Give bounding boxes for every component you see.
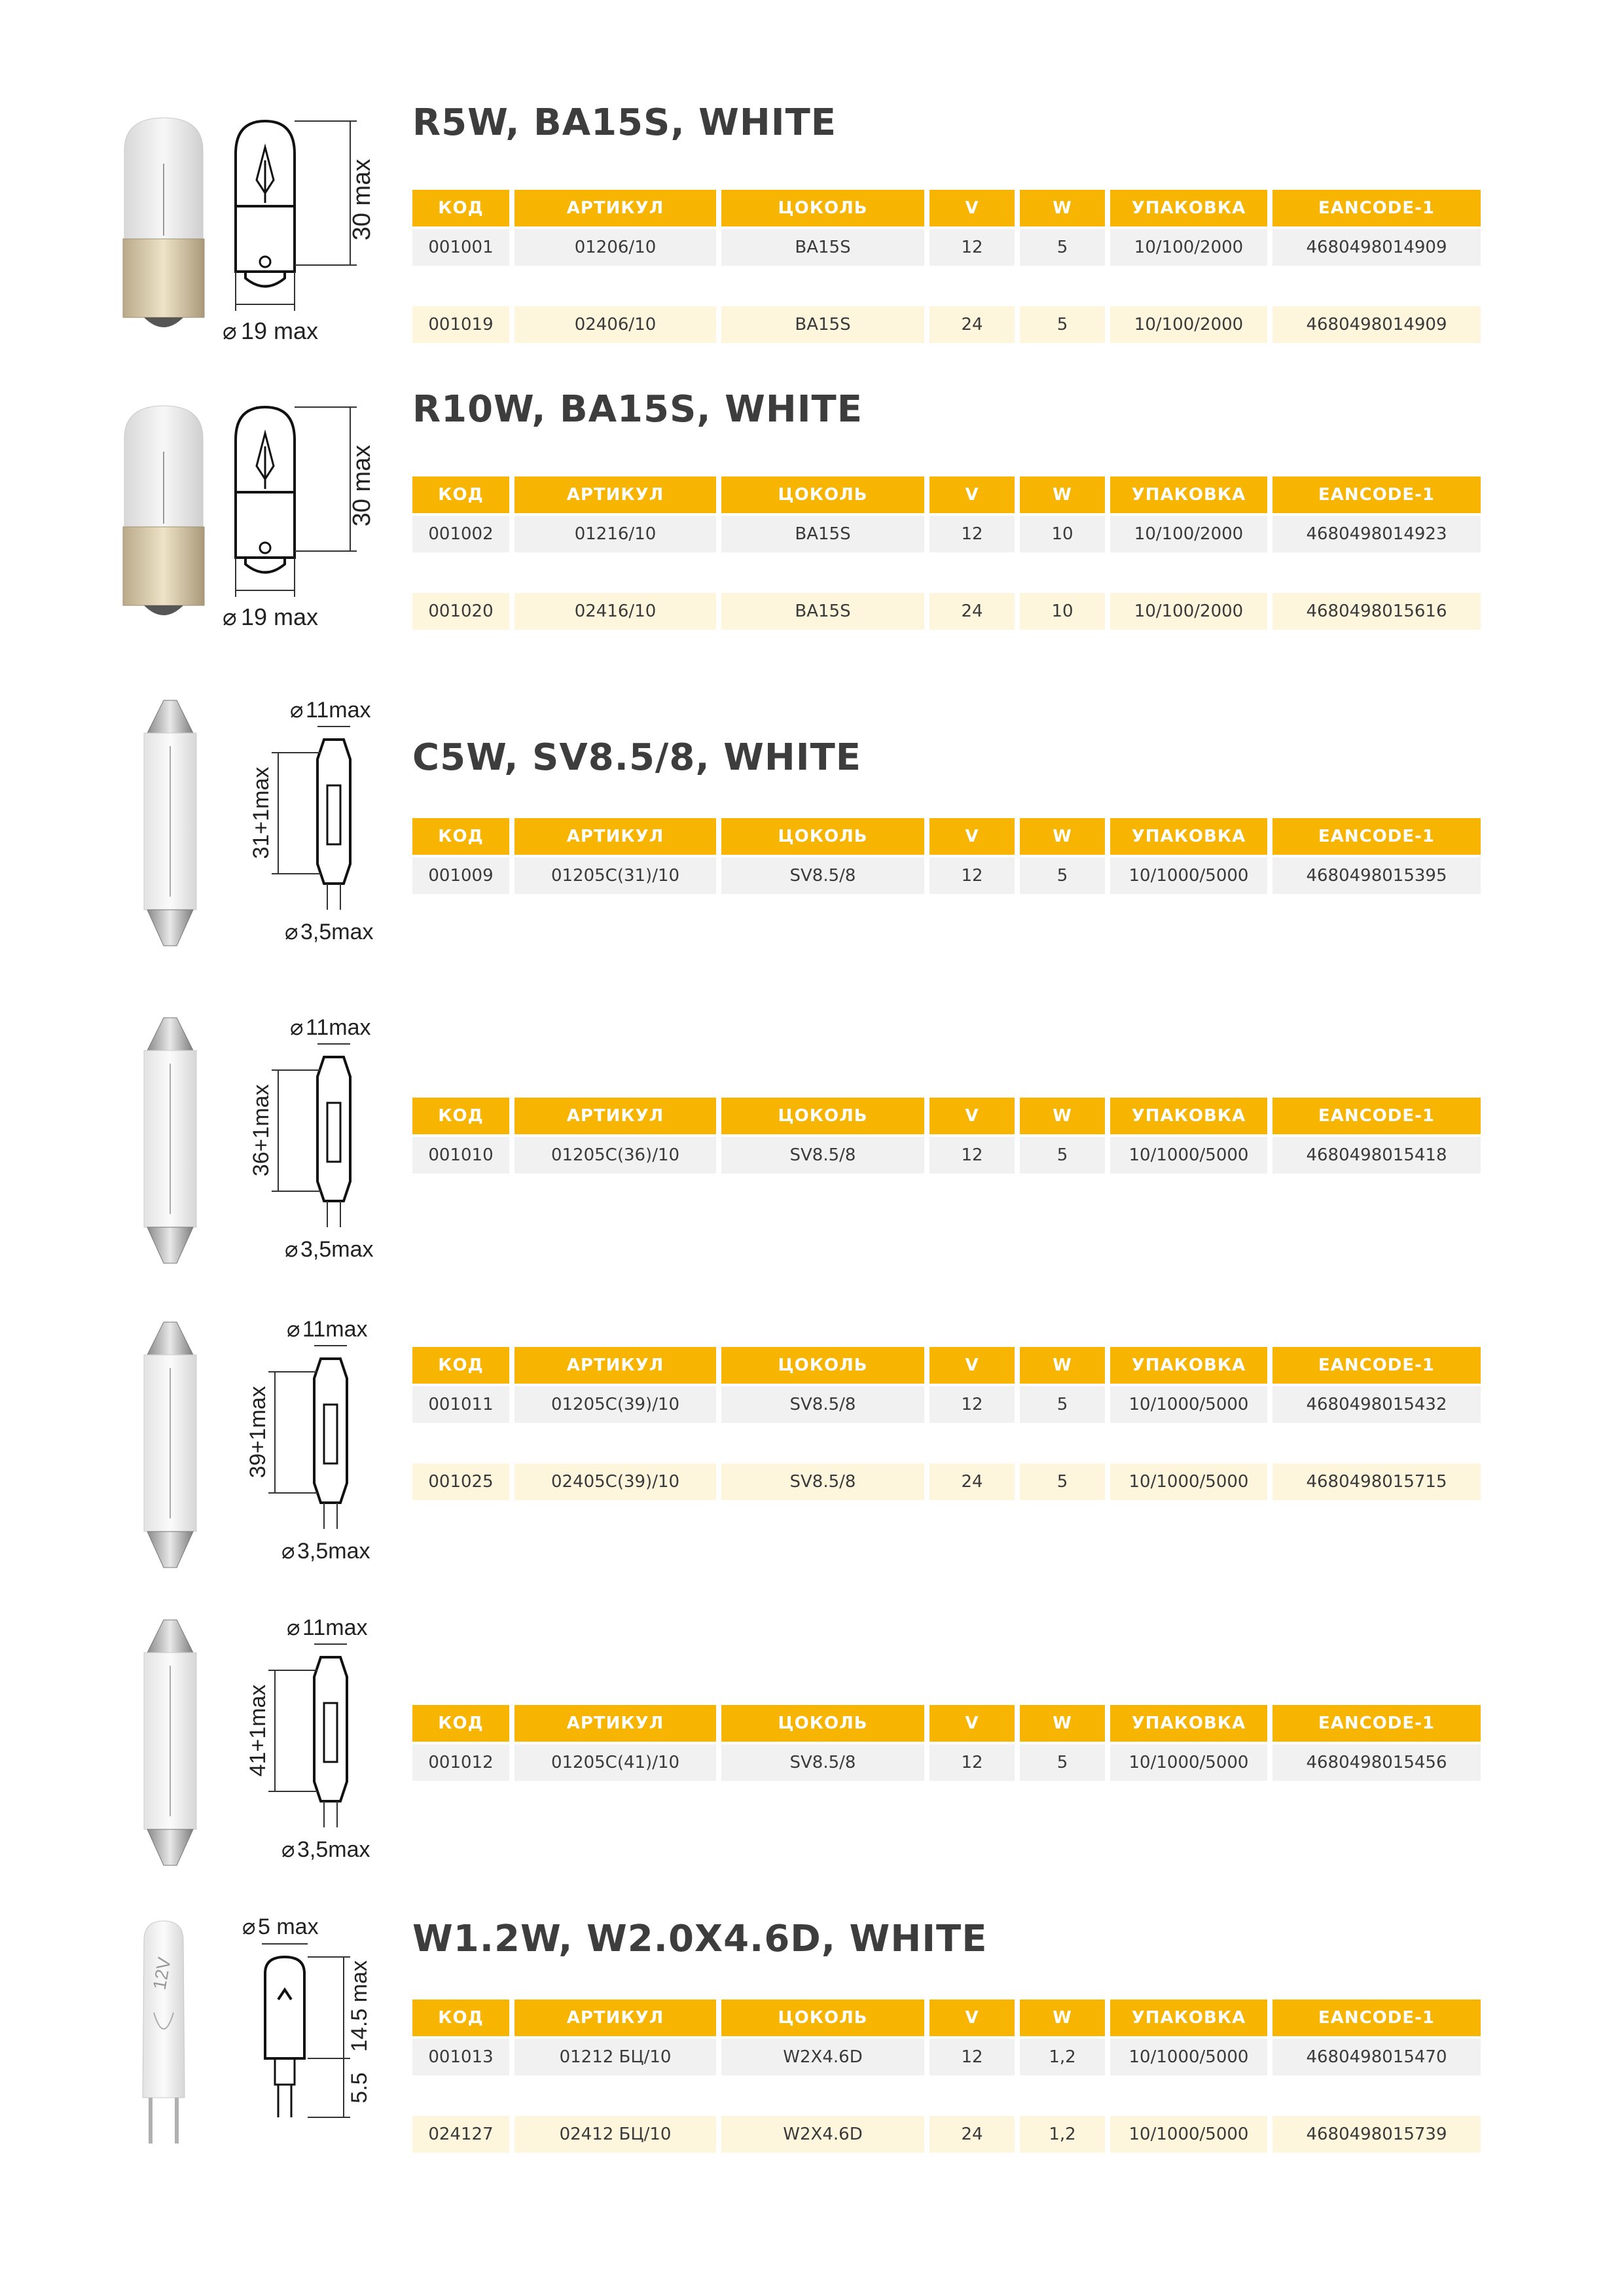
table-cell: 5 [1020, 1137, 1105, 1174]
svg-text:⌀: ⌀ [281, 1837, 295, 1862]
table-header-row [412, 1705, 1481, 1742]
table-cell: 02412 БЦ/10 [514, 2116, 716, 2153]
table-cell: 10 [1020, 593, 1105, 630]
bottom-diameter-dimension: 3,5max [297, 1539, 370, 1564]
table-row [412, 857, 1481, 894]
table-row [412, 516, 1481, 552]
section-title: R10W, BA15S, WHITE [412, 388, 863, 431]
table-cell: 4680498015395 [1272, 857, 1481, 894]
header-cell: W [1020, 2000, 1105, 2036]
festoon-photo-39 [128, 1316, 213, 1577]
dimension-drawing-39 [242, 1313, 393, 1568]
table-cell: 001019 [412, 306, 509, 343]
table-cell: 024127 [412, 2116, 509, 2153]
header-cell: W [1020, 1098, 1105, 1134]
header-cell: УПАКОВКА [1110, 1705, 1267, 1742]
header-cell: УПАКОВКА [1110, 2000, 1267, 2036]
table-cell: 01205С(31)/10 [514, 857, 716, 894]
dimension-drawing-r5w [209, 115, 399, 350]
header-cell: УПАКОВКА [1110, 818, 1267, 855]
top-diameter-dimension: 5 max [258, 1914, 319, 1939]
table-cell: 10/1000/5000 [1110, 1386, 1267, 1423]
table-cell: 12 [929, 857, 1015, 894]
header-cell: КОД [412, 818, 509, 855]
table-cell: 10/1000/5000 [1110, 1137, 1267, 1174]
length-dimension: 39+1max [245, 1386, 270, 1479]
table-cell: 10/1000/5000 [1110, 1744, 1267, 1781]
table-cell: SV8.5/8 [721, 1386, 924, 1423]
table-cell: 4680498015715 [1272, 1463, 1481, 1500]
table-cell: 4680498014909 [1272, 229, 1481, 266]
header-cell: EANCODE-1 [1272, 1098, 1481, 1134]
section-title: R5W, BA15S, WHITE [412, 101, 837, 144]
table-cell: 5 [1020, 1463, 1105, 1500]
table-cell: 001001 [412, 229, 509, 266]
table-row [412, 593, 1481, 630]
section-title: W1.2W, W2.0X4.6D, WHITE [412, 1918, 988, 1960]
table-row [412, 229, 1481, 266]
table-cell: 4680498015470 [1272, 2039, 1481, 2075]
festoon-photo-31 [128, 694, 213, 956]
height-dimension: 30 max [348, 444, 376, 527]
table-cell: 10/1000/5000 [1110, 1463, 1267, 1500]
header-cell: ЦОКОЛЬ [721, 1347, 924, 1384]
table-cell: 5 [1020, 229, 1105, 266]
table-cell: 001013 [412, 2039, 509, 2075]
table-cell: 001012 [412, 1744, 509, 1781]
table-cell: 01205С(39)/10 [514, 1386, 716, 1423]
table-cell: 4680498015616 [1272, 593, 1481, 630]
header-cell: АРТИКУЛ [514, 1098, 716, 1134]
table-cell: SV8.5/8 [721, 1744, 924, 1781]
table-cell: 1,2 [1020, 2039, 1105, 2075]
header-cell: EANCODE-1 [1272, 1347, 1481, 1384]
svg-text:⌀: ⌀ [287, 1317, 300, 1342]
table-cell: 10/100/2000 [1110, 306, 1267, 343]
table-cell: 4680498015739 [1272, 2116, 1481, 2153]
header-cell: ЦОКОЛЬ [721, 818, 924, 855]
bottom-diameter-dimension: 3,5max [300, 920, 374, 944]
length-dimension: 31+1max [249, 766, 274, 859]
table-cell: 02405С(39)/10 [514, 1463, 716, 1500]
table-cell: 12 [929, 516, 1015, 552]
table-cell: 12 [929, 1744, 1015, 1781]
header-cell: W [1020, 1347, 1105, 1384]
svg-text:⌀: ⌀ [287, 1615, 300, 1640]
table-row [412, 306, 1481, 343]
header-cell: АРТИКУЛ [514, 2000, 716, 2036]
table-header-row [412, 1347, 1481, 1384]
table-header-row [412, 818, 1481, 855]
table-cell: 4680498014909 [1272, 306, 1481, 343]
dimension-drawing-31 [245, 694, 396, 949]
header-cell: V [929, 1098, 1015, 1134]
table-cell: 001009 [412, 857, 509, 894]
table-cell: 10/1000/5000 [1110, 2039, 1267, 2075]
dimension-drawing-r10w [209, 401, 399, 636]
header-cell: УПАКОВКА [1110, 476, 1267, 513]
length-dimension: 41+1max [245, 1684, 270, 1777]
diameter-dimension: 19 max [241, 317, 319, 344]
table-cell: 001011 [412, 1386, 509, 1423]
table-cell: BA15S [721, 593, 924, 630]
table-cell: 02416/10 [514, 593, 716, 630]
table-header-row [412, 2000, 1481, 2036]
dimension-drawing-41 [242, 1611, 393, 1867]
header-cell: УПАКОВКА [1110, 1098, 1267, 1134]
svg-text:⌀: ⌀ [290, 1015, 304, 1040]
table-cell: 02406/10 [514, 306, 716, 343]
table-cell: 01216/10 [514, 516, 716, 552]
wedge-bulb-photo [124, 1914, 203, 2163]
diameter-dimension: 19 max [241, 603, 319, 630]
svg-text:⌀: ⌀ [223, 603, 237, 630]
festoon-photo-41 [128, 1613, 213, 1875]
table-cell: 4680498015418 [1272, 1137, 1481, 1174]
table-cell: 12 [929, 2039, 1015, 2075]
header-cell: V [929, 476, 1015, 513]
table-header-row [412, 476, 1481, 513]
table-cell: 4680498015432 [1272, 1386, 1481, 1423]
table-cell: 10/100/2000 [1110, 516, 1267, 552]
table-cell: SV8.5/8 [721, 857, 924, 894]
header-cell: V [929, 190, 1015, 226]
table-cell: 10/100/2000 [1110, 593, 1267, 630]
table-header-row [412, 190, 1481, 226]
table-cell: W2X4.6D [721, 2039, 924, 2075]
header-cell: АРТИКУЛ [514, 476, 716, 513]
table-cell: 01212 БЦ/10 [514, 2039, 716, 2075]
table-header-row [412, 1098, 1481, 1134]
base-dimension: 5.5 [347, 2072, 372, 2104]
table-cell: 12 [929, 1386, 1015, 1423]
table-cell: BA15S [721, 229, 924, 266]
header-cell: АРТИКУЛ [514, 190, 716, 226]
table-cell: 12 [929, 229, 1015, 266]
table-cell: 001002 [412, 516, 509, 552]
header-cell: ЦОКОЛЬ [721, 1705, 924, 1742]
table-row [412, 2116, 1481, 2153]
svg-text:⌀: ⌀ [242, 1914, 256, 1939]
svg-text:⌀: ⌀ [223, 317, 237, 344]
dimension-drawing-w12w [236, 1908, 393, 2163]
table-cell: W2X4.6D [721, 2116, 924, 2153]
header-cell: КОД [412, 1705, 509, 1742]
table-cell: 4680498014923 [1272, 516, 1481, 552]
table-cell: 24 [929, 593, 1015, 630]
table-row [412, 2039, 1481, 2075]
table-cell: BA15S [721, 516, 924, 552]
top-diameter-dimension: 11max [302, 1615, 368, 1640]
header-cell: ЦОКОЛЬ [721, 2000, 924, 2036]
header-cell: ЦОКОЛЬ [721, 476, 924, 513]
table-cell: 10/1000/5000 [1110, 2116, 1267, 2153]
table-cell: 5 [1020, 1744, 1105, 1781]
table-cell: 01205С(36)/10 [514, 1137, 716, 1174]
header-cell: АРТИКУЛ [514, 1347, 716, 1384]
table-cell: 001020 [412, 593, 509, 630]
header-cell: КОД [412, 2000, 509, 2036]
table-cell: 5 [1020, 1386, 1105, 1423]
bottom-diameter-dimension: 3,5max [297, 1837, 370, 1862]
header-cell: W [1020, 190, 1105, 226]
header-cell: УПАКОВКА [1110, 190, 1267, 226]
table-cell: 001010 [412, 1137, 509, 1174]
table-cell: BA15S [721, 306, 924, 343]
table-row [412, 1463, 1481, 1500]
header-cell: EANCODE-1 [1272, 476, 1481, 513]
top-diameter-dimension: 11max [306, 1015, 371, 1040]
table-cell: 1,2 [1020, 2116, 1105, 2153]
header-cell: W [1020, 1705, 1105, 1742]
table-cell: 10 [1020, 516, 1105, 552]
table-row [412, 1137, 1481, 1174]
header-cell: АРТИКУЛ [514, 818, 716, 855]
header-cell: КОД [412, 1347, 509, 1384]
dimension-drawing-36 [245, 1011, 396, 1266]
svg-text:⌀: ⌀ [290, 698, 304, 723]
height-dimension: 14.5 max [347, 1960, 372, 2052]
table-cell: 01205С(41)/10 [514, 1744, 716, 1781]
header-cell: EANCODE-1 [1272, 818, 1481, 855]
height-dimension: 30 max [348, 158, 376, 241]
table-cell: 5 [1020, 857, 1105, 894]
header-cell: КОД [412, 1098, 509, 1134]
header-cell: АРТИКУЛ [514, 1705, 716, 1742]
table-cell: 24 [929, 306, 1015, 343]
section-title: C5W, SV8.5/8, WHITE [412, 736, 862, 779]
table-cell: 24 [929, 1463, 1015, 1500]
header-cell: КОД [412, 476, 509, 513]
festoon-photo-36 [128, 1011, 213, 1273]
bottom-diameter-dimension: 3,5max [300, 1237, 374, 1262]
svg-text:⌀: ⌀ [285, 1237, 298, 1262]
svg-text:⌀: ⌀ [281, 1539, 295, 1564]
header-cell: УПАКОВКА [1110, 1347, 1267, 1384]
header-cell: V [929, 2000, 1015, 2036]
svg-text:⌀: ⌀ [285, 920, 298, 944]
table-cell: 10/1000/5000 [1110, 857, 1267, 894]
top-diameter-dimension: 11max [302, 1317, 368, 1342]
bulb-print-label: 12V [149, 1956, 175, 1992]
table-row [412, 1386, 1481, 1423]
length-dimension: 36+1max [249, 1084, 274, 1177]
header-cell: W [1020, 818, 1105, 855]
table-cell: SV8.5/8 [721, 1137, 924, 1174]
table-cell: SV8.5/8 [721, 1463, 924, 1500]
header-cell: EANCODE-1 [1272, 1705, 1481, 1742]
top-diameter-dimension: 11max [306, 698, 371, 723]
table-cell: 01206/10 [514, 229, 716, 266]
header-cell: EANCODE-1 [1272, 2000, 1481, 2036]
header-cell: ЦОКОЛЬ [721, 190, 924, 226]
table-cell: 5 [1020, 306, 1105, 343]
header-cell: V [929, 1347, 1015, 1384]
header-cell: V [929, 1705, 1015, 1742]
header-cell: ЦОКОЛЬ [721, 1098, 924, 1134]
table-cell: 001025 [412, 1463, 509, 1500]
header-cell: КОД [412, 190, 509, 226]
table-row [412, 1744, 1481, 1781]
header-cell: V [929, 818, 1015, 855]
table-cell: 4680498015456 [1272, 1744, 1481, 1781]
table-cell: 10/100/2000 [1110, 229, 1267, 266]
header-cell: W [1020, 476, 1105, 513]
header-cell: EANCODE-1 [1272, 190, 1481, 226]
table-cell: 24 [929, 2116, 1015, 2153]
table-cell: 12 [929, 1137, 1015, 1174]
